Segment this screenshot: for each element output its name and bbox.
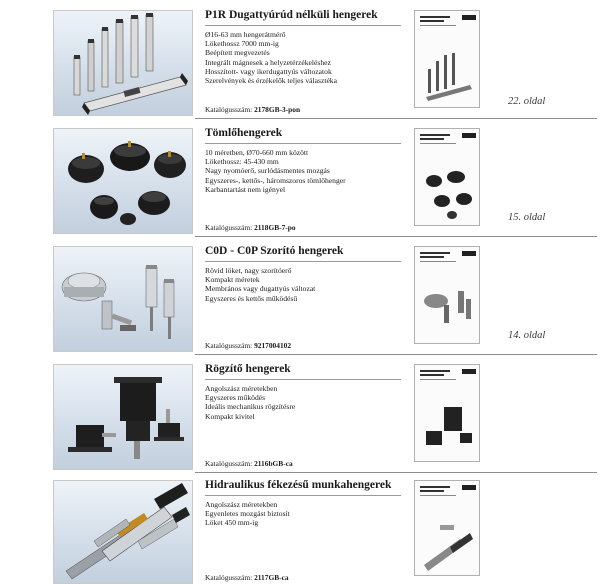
title-divider [205, 495, 401, 496]
feature-item: Egyszeres és kettős működésű [205, 293, 298, 303]
feature-item: Ideális mechanikus rögzítésre [205, 402, 296, 412]
feature-item: Membrános vagy dugattyús változat [205, 284, 316, 294]
feature-item: Ø16-63 mm hengerátmérő [205, 30, 286, 39]
feature-item: Löket 450 mm-ig [205, 518, 259, 528]
catalog-number: Katalógusszám: 2118GB-7-po [205, 223, 296, 232]
catalog-number: Katalógusszám: 2116bGB-ca [205, 459, 293, 468]
feature-item: Szerelvények és érzékelők teljes választéka [205, 76, 337, 86]
feature-list [205, 500, 405, 528]
page-reference: 22. oldal [508, 96, 546, 107]
feature-item: Nagy nyomóerő, surlódásmentes mozgás [205, 166, 330, 176]
product-entry [0, 8, 600, 120]
clamp-illustration-icon [420, 285, 476, 339]
product-photo-rodless-cylinders [53, 10, 193, 116]
feature-item: Angolszász méretekben [205, 384, 278, 393]
product-title: C0D - C0P Szorító hengerek [205, 245, 344, 257]
brand-logo-icon [462, 369, 476, 374]
brand-logo-icon [462, 251, 476, 256]
feature-item: Integrált mágnesek a helyzetérzékeléshez [205, 57, 331, 67]
product-description [205, 8, 405, 118]
feature-item: Egyenletes mozgást biztosít [205, 509, 290, 519]
product-entry [0, 362, 600, 474]
catalog-number: Katalógusszám: 9217004102 [205, 341, 292, 350]
product-description [205, 478, 405, 584]
title-divider [205, 261, 401, 262]
brand-logo-icon [462, 133, 476, 138]
feature-list [205, 148, 405, 194]
catalog-number: Katalógusszám: 2117GB-ca [205, 573, 289, 582]
feature-item: Lökethossz 7000 mm-ig [205, 39, 279, 49]
product-title: Rögzítő hengerek [205, 363, 291, 375]
product-title: Hidraulikus fékezésű munkahengerek [205, 479, 392, 491]
product-entry [0, 478, 600, 584]
page-reference: 15. oldal [508, 212, 546, 223]
feature-list [205, 266, 405, 303]
product-description [205, 362, 405, 472]
catalog-cover-thumbnail[interactable] [414, 364, 480, 462]
page-reference: 14. oldal [508, 330, 546, 341]
product-photo-hydraulic-checked-cylinders [53, 480, 193, 584]
catalog-cover-thumbnail[interactable] [414, 10, 480, 108]
locking-cylinder-illustration-icon [420, 403, 476, 457]
title-divider [205, 379, 401, 380]
feature-item: 10 méretben, Ø70-660 mm között [205, 148, 309, 157]
catalog-cover-thumbnail[interactable] [414, 128, 480, 226]
title-divider [205, 143, 401, 144]
product-entry [0, 244, 600, 356]
product-description [205, 244, 405, 354]
catalog-cover-thumbnail[interactable] [414, 480, 480, 576]
section-divider [195, 236, 597, 237]
hydraulic-cylinder-illustration-icon [420, 519, 476, 573]
feature-item: Rövid löket, nagy szorítóerő [205, 266, 292, 275]
feature-item: Egyszeres működés [205, 393, 266, 403]
product-title: P1R Dugattyúrúd nélküli hengerek [205, 9, 378, 21]
product-photo-locking-cylinders [53, 364, 193, 470]
title-divider [205, 25, 401, 26]
feature-item: Kompakt kivitel [205, 411, 255, 421]
feature-item: Angolszász méretekben [205, 500, 278, 509]
feature-item: Hosszított- vagy ikerdugattyús változatok [205, 66, 332, 76]
catalog-number: Katalógusszám: 2178GB-3-pon [205, 105, 301, 114]
brand-logo-icon [462, 15, 476, 20]
catalog-cover-thumbnail[interactable] [414, 246, 480, 344]
section-divider [195, 118, 597, 119]
product-title: Tömlőhengerek [205, 127, 283, 139]
feature-list [205, 384, 405, 421]
feature-item: Egyszeres-, kettős-, háromszoros tömlőhenger [205, 175, 346, 185]
cylinder-illustration-icon [420, 49, 476, 103]
section-divider [195, 354, 597, 355]
product-photo-air-bellows [53, 128, 193, 234]
feature-item: Karbantartást nem igényel [205, 184, 286, 194]
feature-list [205, 30, 405, 85]
product-description [205, 126, 405, 236]
feature-item: Kompakt méretek [205, 275, 260, 285]
feature-item: Beépített megvezetés [205, 48, 270, 58]
bellows-illustration-icon [420, 167, 476, 221]
brand-logo-icon [462, 485, 476, 490]
feature-item: Lökethossz: 45-430 mm [205, 157, 279, 167]
section-divider [195, 472, 597, 473]
product-entry [0, 126, 600, 238]
product-photo-clamping-cylinders [53, 246, 193, 352]
